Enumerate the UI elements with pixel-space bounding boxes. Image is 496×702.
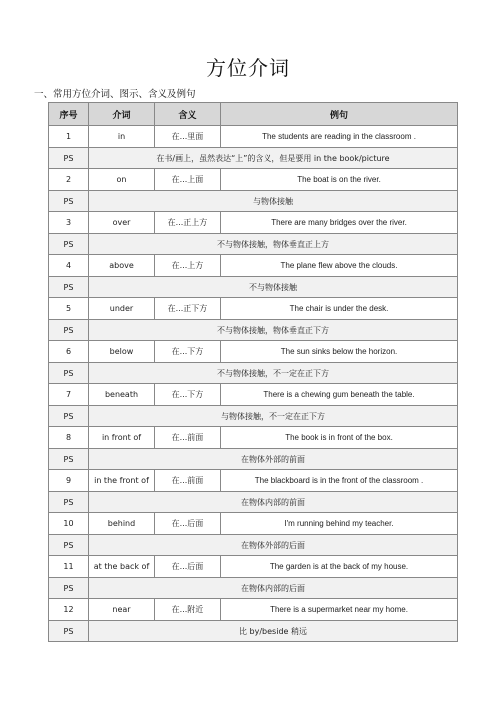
row-meaning: 在...下方 xyxy=(155,384,221,406)
row-meaning: 在...下方 xyxy=(155,341,221,363)
table-row xyxy=(49,212,458,234)
ps-note: 不与物体接触 xyxy=(89,277,458,298)
row-meaning: 在...前面 xyxy=(155,470,221,492)
row-preposition: above xyxy=(89,255,155,277)
row-number: 3 xyxy=(49,212,89,234)
ps-note: 与物体接触，不一定在正下方 xyxy=(89,406,458,427)
row-example: There is a chewing gum beneath the table. xyxy=(221,384,458,406)
row-example: The chair is under the desk. xyxy=(221,298,458,320)
table-body xyxy=(49,126,458,642)
section-subtitle: 一、常用方位介词、图示、含义及例句 xyxy=(34,89,196,100)
ps-label: PS xyxy=(49,148,89,169)
row-example: The garden is at the back of my house. xyxy=(221,556,458,578)
ps-label: PS xyxy=(49,621,89,642)
ps-label: PS xyxy=(49,449,89,470)
ps-label: PS xyxy=(49,363,89,384)
row-meaning: 在...上方 xyxy=(155,255,221,277)
ps-note: 不与物体接触，不一定在正下方 xyxy=(89,363,458,384)
row-preposition: on xyxy=(89,169,155,191)
table-row xyxy=(49,341,458,363)
ps-note: 在物体内部的后面 xyxy=(89,578,458,599)
row-number: 11 xyxy=(49,556,89,578)
row-example: The sun sinks below the horizon. xyxy=(221,341,458,363)
header-index: 序号 xyxy=(49,103,89,126)
row-meaning: 在...正上方 xyxy=(155,212,221,234)
prepositions-table xyxy=(48,102,458,642)
row-example: I'm running behind my teacher. xyxy=(221,513,458,535)
row-preposition: at the back of xyxy=(89,556,155,578)
ps-note: 在物体内部的前面 xyxy=(89,492,458,513)
row-example: The plane flew above the clouds. xyxy=(221,255,458,277)
table-row xyxy=(49,427,458,449)
row-number: 10 xyxy=(49,513,89,535)
ps-label: PS xyxy=(49,277,89,298)
ps-row xyxy=(49,320,458,341)
ps-note: 在物体外部的前面 xyxy=(89,449,458,470)
table-row xyxy=(49,384,458,406)
row-example: The boat is on the river. xyxy=(221,169,458,191)
ps-row xyxy=(49,234,458,255)
header-example: 例句 xyxy=(221,103,458,126)
row-number: 8 xyxy=(49,427,89,449)
row-number: 1 xyxy=(49,126,89,148)
row-meaning: 在...前面 xyxy=(155,427,221,449)
ps-note: 不与物体接触，物体垂直正下方 xyxy=(89,320,458,341)
ps-row xyxy=(49,535,458,556)
row-preposition: over xyxy=(89,212,155,234)
row-preposition: beneath xyxy=(89,384,155,406)
row-meaning: 在...里面 xyxy=(155,126,221,148)
ps-note: 在物体外部的后面 xyxy=(89,535,458,556)
table-header-row xyxy=(49,103,458,126)
row-example: The blackboard is in the front of the classroom . xyxy=(221,470,458,492)
ps-label: PS xyxy=(49,191,89,212)
ps-row xyxy=(49,406,458,427)
ps-label: PS xyxy=(49,535,89,556)
table-row xyxy=(49,470,458,492)
header-preposition: 介词 xyxy=(89,103,155,126)
row-preposition: behind xyxy=(89,513,155,535)
row-number: 6 xyxy=(49,341,89,363)
row-meaning: 在...正下方 xyxy=(155,298,221,320)
row-meaning: 在...附近 xyxy=(155,599,221,621)
row-number: 5 xyxy=(49,298,89,320)
row-number: 7 xyxy=(49,384,89,406)
table-row xyxy=(49,298,458,320)
row-example: There are many bridges over the river. xyxy=(221,212,458,234)
ps-row xyxy=(49,148,458,169)
row-meaning: 在...后面 xyxy=(155,513,221,535)
table-row xyxy=(49,126,458,148)
ps-label: PS xyxy=(49,406,89,427)
ps-label: PS xyxy=(49,234,89,255)
row-preposition: below xyxy=(89,341,155,363)
ps-row xyxy=(49,191,458,212)
ps-note: 与物体接触 xyxy=(89,191,458,212)
row-number: 12 xyxy=(49,599,89,621)
row-example: There is a supermarket near my home. xyxy=(221,599,458,621)
row-preposition: under xyxy=(89,298,155,320)
row-meaning: 在...后面 xyxy=(155,556,221,578)
ps-label: PS xyxy=(49,492,89,513)
ps-note: 在书/画上，虽然表达“上”的含义，但是要用 in the book/picture xyxy=(89,148,458,169)
row-example: The students are reading in the classroom . xyxy=(221,126,458,148)
row-preposition: in the front of xyxy=(89,470,155,492)
header-meaning: 含义 xyxy=(155,103,221,126)
ps-row xyxy=(49,277,458,298)
table-row xyxy=(49,255,458,277)
ps-note: 不与物体接触，物体垂直正上方 xyxy=(89,234,458,255)
ps-row xyxy=(49,449,458,470)
row-preposition: near xyxy=(89,599,155,621)
ps-label: PS xyxy=(49,578,89,599)
ps-row xyxy=(49,492,458,513)
table-row xyxy=(49,513,458,535)
ps-row xyxy=(49,363,458,384)
page-title: 方位介词 xyxy=(206,56,290,80)
row-example: The book is in front of the box. xyxy=(221,427,458,449)
ps-row xyxy=(49,621,458,642)
ps-label: PS xyxy=(49,320,89,341)
ps-note: 比 by/beside 稍远 xyxy=(89,621,458,642)
row-meaning: 在...上面 xyxy=(155,169,221,191)
row-number: 9 xyxy=(49,470,89,492)
row-preposition: in front of xyxy=(89,427,155,449)
ps-row xyxy=(49,578,458,599)
table-row xyxy=(49,556,458,578)
row-number: 4 xyxy=(49,255,89,277)
table-row xyxy=(49,169,458,191)
table-row xyxy=(49,599,458,621)
row-number: 2 xyxy=(49,169,89,191)
row-preposition: in xyxy=(89,126,155,148)
